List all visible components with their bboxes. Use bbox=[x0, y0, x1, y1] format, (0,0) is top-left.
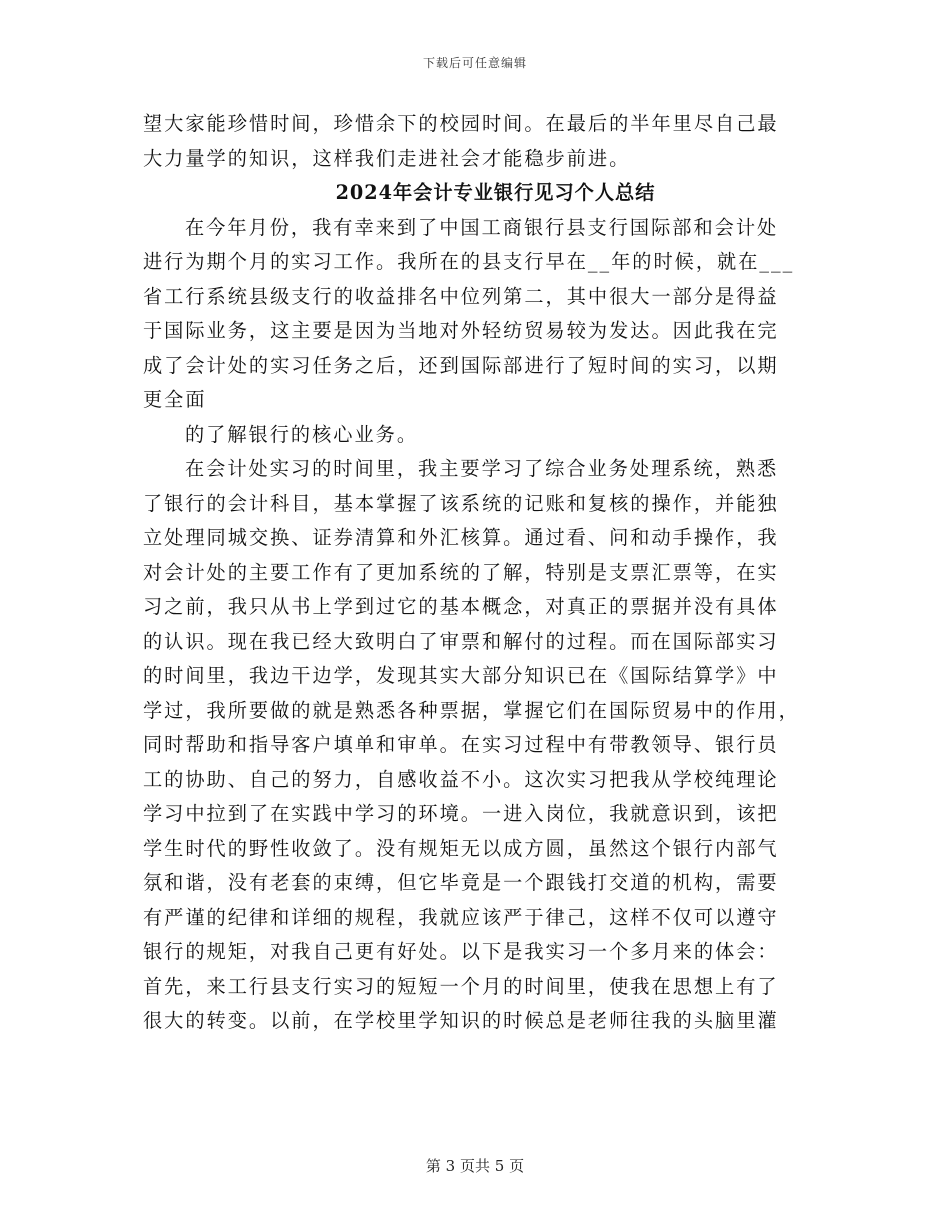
text-line: 有严谨的纪律和详细的规程，我就应该严于律己，这样不仅可以遵守 bbox=[143, 905, 779, 929]
text-line: 学过，我所要做的就是熟悉各种票据，掌握它们在国际贸易中的作用， bbox=[143, 698, 800, 722]
section-title: 2024年会计专业银行见习个人总结 bbox=[335, 181, 656, 204]
document-body bbox=[143, 107, 808, 1039]
text-line: 立处理同城交换、证券清算和外汇核算。通过看、问和动手操作，我 bbox=[143, 526, 779, 549]
text-line: 很大的转变。以前，在学校里学知识的时候总是老师往我的头脑里灌 bbox=[143, 1009, 779, 1032]
text-line: 工的协助、自己的努力，自感收益不小。这次实习把我从学校纯理论 bbox=[143, 767, 779, 791]
text-line: 省工行系统县级支行的收益排名中位列第二，其中很大一部分是得益 bbox=[143, 284, 779, 308]
text-line: 习之前，我只从书上学到过它的基本概念，对真正的票据并没有具体 bbox=[143, 595, 779, 618]
text-line: 银行的规矩，对我自己更有好处。以下是我实习一个多月来的体会： bbox=[143, 940, 779, 963]
text-line: 进行为期个月的实习工作。我所在的县支行早在__年的时候，就在___ bbox=[143, 250, 795, 273]
text-line: 更全面 bbox=[143, 388, 207, 411]
text-line: 氛和谐，没有老套的束缚，但它毕竟是一个跟钱打交道的机构，需要 bbox=[143, 871, 779, 894]
page-footer: 第 3 页共 5 页 bbox=[425, 1157, 525, 1175]
text-line: 对会计处的主要工作有了更加系统的了解，特别是支票汇票等，在实 bbox=[143, 560, 779, 584]
text-line: 学生时代的野性收敛了。没有规矩无以成方圆，虽然这个银行内部气 bbox=[143, 836, 779, 860]
text-line: 于国际业务，这主要是因为当地对外轻纺贸易较为发达。因此我在完 bbox=[143, 319, 779, 342]
text-line: 的了解银行的核心业务。 bbox=[185, 422, 419, 446]
text-line: 大力量学的知识，这样我们走进社会才能稳步前进。 bbox=[143, 146, 631, 170]
text-line: 在会计处实习的时间里，我主要学习了综合业务处理系统，熟悉 bbox=[185, 457, 779, 480]
text-line: 的时间里，我边干边学，发现其实大部分知识已在《国际结算学》中 bbox=[143, 664, 779, 687]
text-line: 望大家能珍惜时间，珍惜余下的校园时间。在最后的半年里尽自己最 bbox=[143, 112, 779, 135]
page-header: 下载后可任意编辑 bbox=[422, 56, 527, 70]
text-line: 首先，来工行县支行实习的短短一个月的时间里，使我在思想上有了 bbox=[143, 974, 779, 998]
text-line: 同时帮助和指导客户填单和审单。在实习过程中有带教领导、银行员 bbox=[143, 733, 779, 756]
text-line: 成了会计处的实习任务之后，还到国际部进行了短时间的实习，以期 bbox=[143, 353, 779, 377]
text-line: 在今年月份，我有幸来到了中国工商银行县支行国际部和会计处 bbox=[185, 215, 779, 239]
text-line: 学习中拉到了在实践中学习的环境。一进入岗位，我就意识到，该把 bbox=[143, 802, 779, 825]
text-line: 了银行的会计科目，基本掌握了该系统的记账和复核的操作，并能独 bbox=[143, 491, 779, 515]
text-line: 的认识。现在我已经大致明白了审票和解付的过程。而在国际部实习 bbox=[143, 629, 779, 653]
